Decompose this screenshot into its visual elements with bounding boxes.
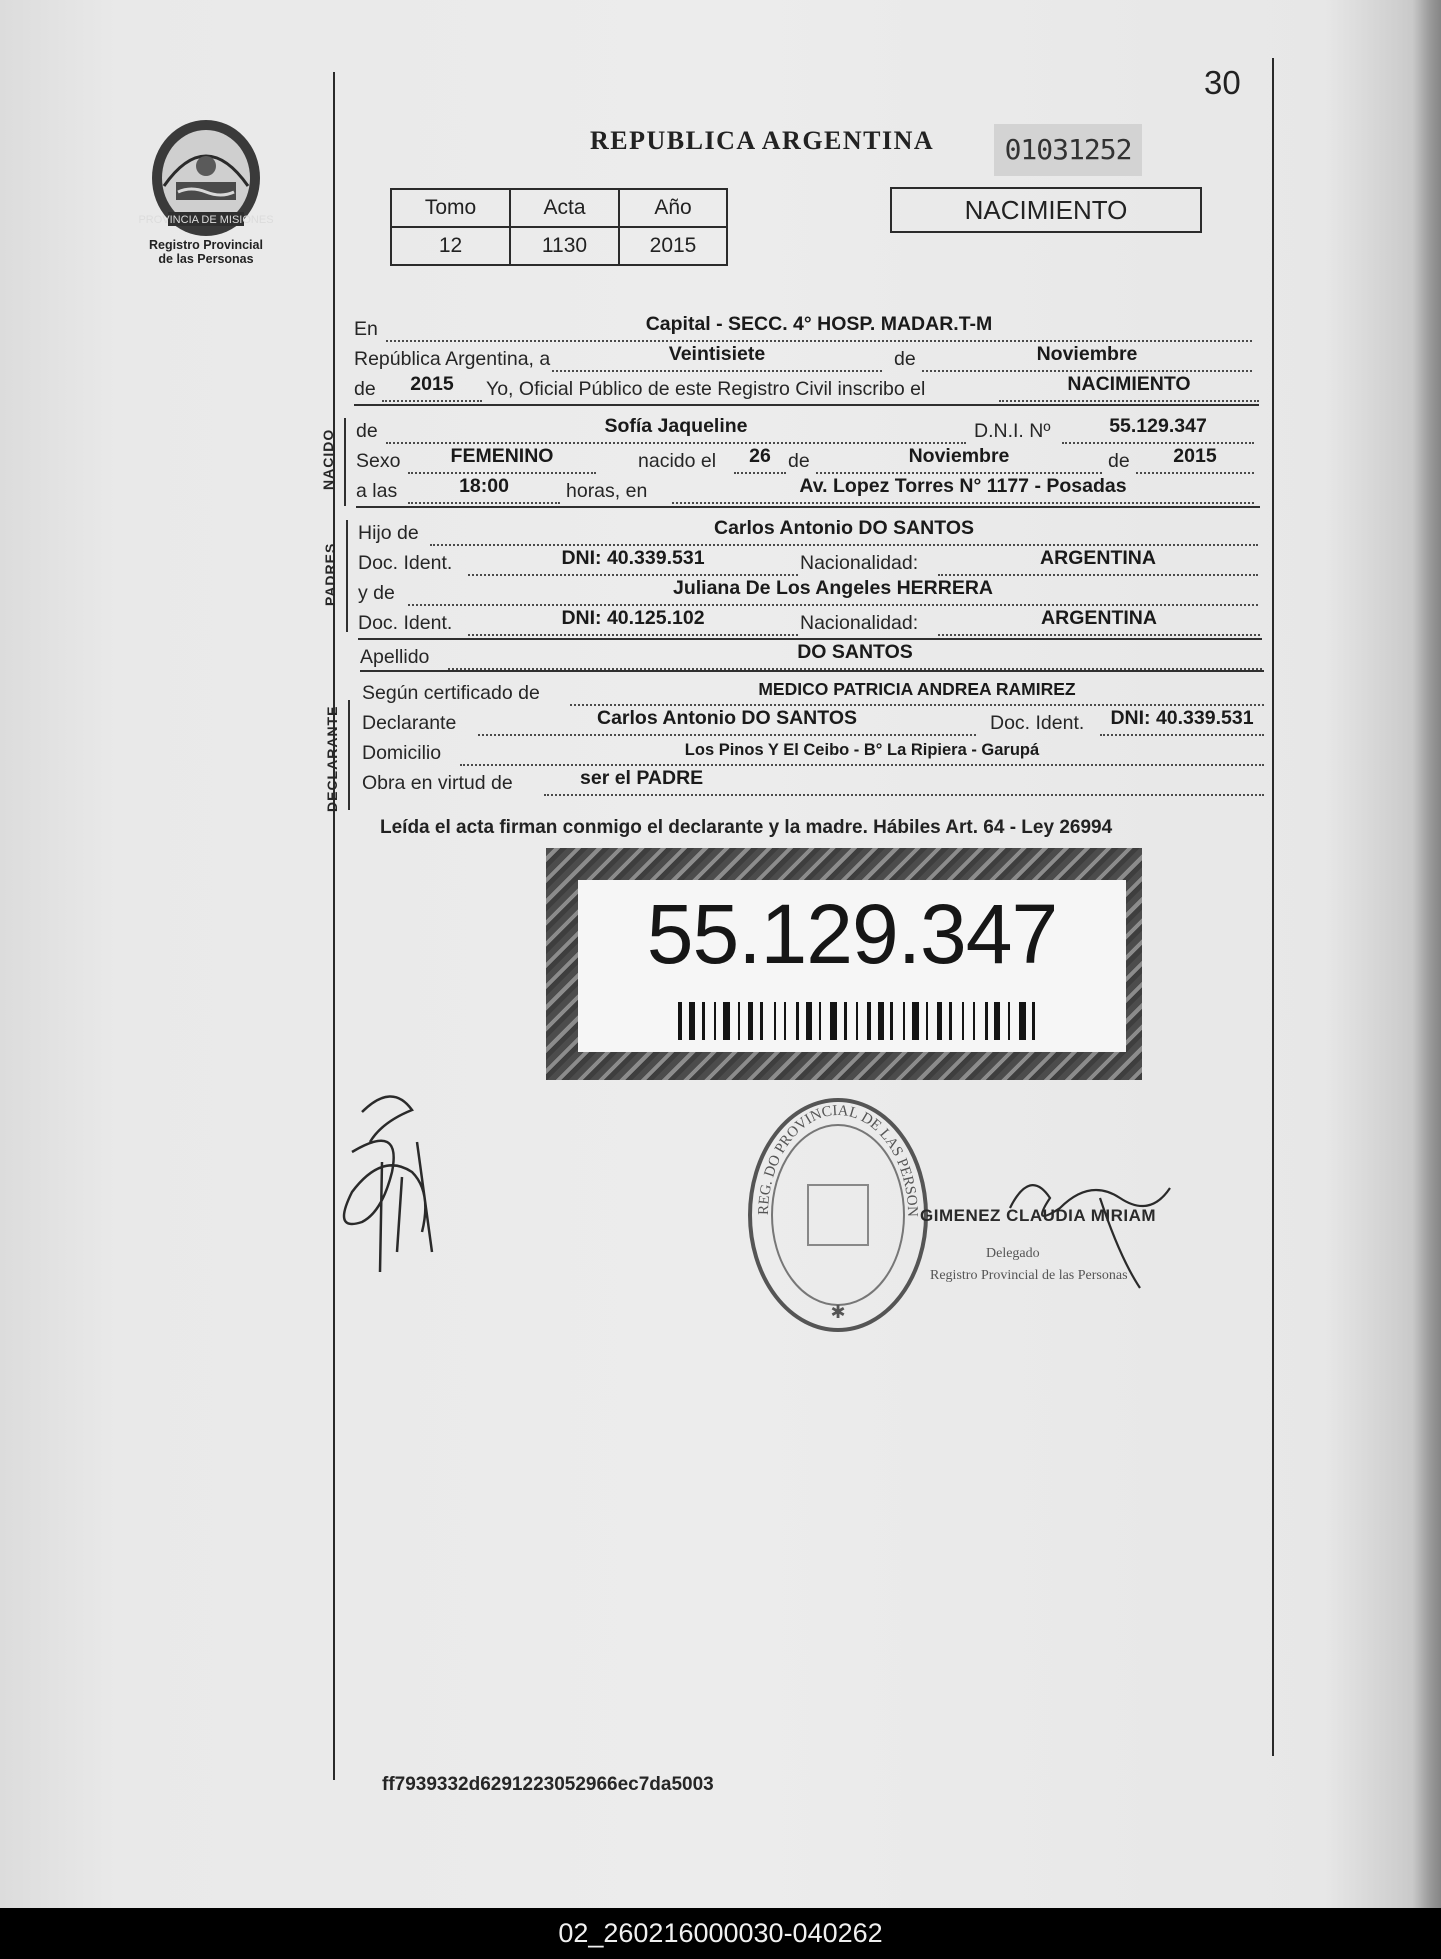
country-title: REPUBLICA ARGENTINA (590, 126, 935, 155)
logo-caption-line2: de las Personas (158, 252, 254, 266)
barcode-bar (702, 1002, 705, 1040)
barcode-bar (994, 1002, 1000, 1040)
seal-stamp-icon (738, 1090, 938, 1340)
right-margin-line (1272, 58, 1274, 1756)
de-month-label: de (788, 450, 810, 472)
officer-office: Registro Provincial de las Personas (930, 1268, 1128, 1283)
barcode-bar (937, 1002, 942, 1040)
address-value: Los Pinos Y El Ceibo - B° La Ripiera - Garupá (684, 741, 1040, 759)
reason-field (544, 764, 1264, 796)
svg-text:PROVINCIA DE MISIONES: PROVINCIA DE MISIONES (138, 214, 274, 226)
barcode-bar (962, 1002, 964, 1040)
barcode-bar (714, 1002, 716, 1040)
birth-time-value: 18:00 (459, 475, 509, 497)
barcode-bar (819, 1002, 821, 1040)
day-words-value: Veintisiete (668, 343, 766, 365)
barcode-bar (844, 1002, 847, 1040)
father-name-field (430, 514, 1258, 546)
document-hash: ff7939332d6291223052966ec7da5003 (382, 1774, 714, 1795)
dni-field (1062, 412, 1254, 444)
yde-label: y de (358, 582, 395, 604)
father-nationality-value: ARGENTINA (1040, 547, 1156, 569)
nacido-bar (344, 418, 346, 506)
officer-name: GIMENEZ CLAUDIA MIRIAM (920, 1206, 1157, 1225)
tomo-header: Tomo (391, 189, 510, 227)
officer-text: Yo, Oficial Público de este Registro Civil inscribo el (486, 378, 926, 400)
barcode-bar (760, 1002, 763, 1040)
surname-row (360, 640, 1262, 670)
barcode-bar (830, 1002, 837, 1040)
declarant-doc-label: Doc. Ident. (990, 712, 1085, 734)
page-number: 30 (1204, 64, 1241, 101)
birth-month-field (816, 442, 1102, 474)
birth-year-value: 2015 (1173, 445, 1217, 467)
anio-value: 2015 (619, 227, 727, 265)
alas-label: a las (356, 480, 398, 502)
place-row (354, 312, 1254, 342)
reason-value: ser el PADRE (580, 767, 704, 789)
logo-caption-line1: Registro Provincial (149, 238, 263, 252)
father-doc-value: DNI: 40.339.531 (561, 547, 705, 569)
mother-nationality-label: Nacionalidad: (800, 612, 919, 634)
svg-text:REG. DO PROVINCIAL DE LAS PERS: REG. DO PROVINCIAL DE LAS PERSON (755, 1102, 921, 1218)
nacido-section-label: NACIDO (320, 428, 336, 490)
mother-row (358, 576, 1258, 606)
declarante-section-label: DECLARANTE (324, 705, 340, 812)
child-name-value: Sofía Jaqueline (604, 415, 748, 437)
year-value: 2015 (410, 373, 454, 395)
time-row (356, 474, 1256, 504)
document-type-box: NACIMIENTO (890, 187, 1202, 233)
barcode-bar (1008, 1002, 1010, 1040)
de-name-label: de (356, 420, 378, 442)
year-row (354, 372, 1259, 402)
address-row (362, 736, 1266, 766)
padres-section-label: PADRES (322, 542, 338, 606)
place-value: Capital - SECC. 4° HOSP. MADAR.T-M (645, 313, 993, 335)
barcode-bar (912, 1002, 919, 1040)
certificate-row (362, 676, 1266, 706)
de-label: de (894, 348, 916, 370)
barcode (678, 1002, 1038, 1040)
scan-edge (1413, 0, 1441, 1908)
declarante-bar (348, 700, 350, 810)
father-nationality-label: Nacionalidad: (800, 552, 919, 574)
month-value: Noviembre (1036, 343, 1138, 365)
barcode-bar (973, 1002, 975, 1040)
barcode-bar (774, 1002, 776, 1040)
surname-value: DO SANTOS (797, 641, 913, 663)
barcode-bar (806, 1002, 812, 1040)
horas-label: horas, en (566, 480, 648, 502)
mother-name-field (408, 574, 1258, 606)
declarant-signature (322, 1082, 452, 1282)
reason-row (362, 766, 1266, 796)
father-doc-label: Doc. Ident. (358, 552, 453, 574)
declarant-doc-field (1100, 704, 1264, 736)
sex-value: FEMENINO (450, 445, 554, 467)
de2-label: de (354, 378, 376, 400)
mother-doc-field (468, 604, 798, 636)
mother-nationality-value: ARGENTINA (1041, 607, 1157, 629)
hijo-label: Hijo de (358, 522, 419, 544)
barcode-bar (784, 1002, 786, 1040)
serial-number: 01031252 (994, 124, 1142, 176)
barcode-bar (856, 1002, 858, 1040)
province-logo (138, 116, 274, 266)
barcode-bar (678, 1002, 682, 1040)
name-field (386, 412, 966, 444)
intro-separator (354, 404, 1259, 406)
surname-field (448, 638, 1262, 670)
birth-day-field (734, 442, 786, 474)
barcode-bar (949, 1002, 952, 1040)
acta-value: 1130 (510, 227, 619, 265)
father-row (358, 516, 1258, 546)
birth-year-field (1136, 442, 1254, 474)
certificate-field (570, 674, 1264, 706)
year-field (382, 370, 482, 402)
month-field (922, 340, 1252, 372)
en-label: En (354, 318, 378, 340)
barcode-bar (748, 1002, 753, 1040)
sex-field (408, 442, 596, 474)
declarant-name-value: Carlos Antonio DO SANTOS (596, 707, 857, 729)
mother-doc-label: Doc. Ident. (358, 612, 453, 634)
dni-sticker (546, 848, 1142, 1080)
birth-day-value: 26 (749, 445, 771, 467)
sex-row (356, 444, 1256, 474)
place-field (386, 310, 1252, 342)
barcode-bar (723, 1002, 730, 1040)
father-nationality-field (938, 544, 1258, 576)
birth-month-value: Noviembre (908, 445, 1010, 467)
barcode-bar (689, 1002, 695, 1040)
barcode-bar (796, 1002, 799, 1040)
date-row (354, 342, 1254, 372)
address-field (460, 734, 1264, 766)
declarant-name-field (478, 704, 976, 736)
padres-bar (346, 520, 348, 632)
registry-table (390, 188, 728, 266)
domicilio-label: Domicilio (362, 742, 442, 764)
republica-label: República Argentina, a (354, 348, 551, 370)
birth-place-field (672, 472, 1254, 504)
coat-of-arms-icon (138, 116, 274, 238)
official-seal (738, 1090, 938, 1345)
time-field (408, 472, 560, 504)
sticker-number: 55.129.347 (646, 887, 1058, 981)
day-field (552, 340, 882, 372)
anio-header: Año (619, 189, 727, 227)
mother-doc-row (358, 606, 1260, 636)
closing-note: Leída el acta firman conmigo el declarante y la madre. Hábiles Art. 64 - Ley 26994 (380, 817, 1113, 838)
declarant-doc-value: DNI: 40.339.531 (1110, 707, 1254, 729)
mother-doc-value: DNI: 40.125.102 (561, 607, 705, 629)
barcode-bar (878, 1002, 884, 1040)
barcode-bar (926, 1002, 928, 1040)
barcode-bar (890, 1002, 893, 1040)
dni-label: D.N.I. Nº (974, 420, 1051, 442)
officer-role: Delegado (986, 1246, 1040, 1261)
sexo-label: Sexo (356, 450, 401, 472)
barcode-bar (738, 1002, 740, 1040)
declarante-label: Declarante (362, 712, 457, 734)
barcode-bar (985, 1002, 988, 1040)
father-doc-field (468, 544, 798, 576)
barcode-bar (903, 1002, 905, 1040)
left-margin-line (333, 72, 335, 1780)
apellido-label: Apellido (360, 646, 430, 668)
father-name-value: Carlos Antonio DO SANTOS (713, 517, 974, 539)
nacido-el-label: nacido el (638, 450, 717, 472)
certificate-label: Según certificado de (362, 682, 540, 704)
obra-label: Obra en virtud de (362, 772, 513, 794)
mother-name-value: Juliana De Los Angeles HERRERA (672, 577, 994, 599)
certificate-value: MEDICO PATRICIA ANDREA RAMIREZ (758, 679, 1076, 699)
nacido-separator (356, 506, 1260, 508)
barcode-bar (1019, 1002, 1026, 1040)
svg-text:✱: ✱ (830, 1302, 846, 1322)
act-type-value: NACIMIENTO (1067, 373, 1191, 395)
de-year-label: de (1108, 450, 1130, 472)
acta-header: Acta (510, 189, 619, 227)
name-row (356, 414, 1256, 444)
barcode-bar (867, 1002, 871, 1040)
scan-footer-id: 02_260216000030-040262 (0, 1908, 1441, 1959)
father-doc-row (358, 546, 1258, 576)
mother-nationality-field (938, 604, 1260, 636)
tomo-value: 12 (391, 227, 510, 265)
barcode-bar (1032, 1002, 1035, 1040)
declarant-row (362, 706, 1266, 736)
apellido-separator (360, 670, 1264, 672)
sticker-label (578, 880, 1126, 1052)
birth-place-value: Av. Lopez Torres N° 1177 - Posadas (799, 475, 1127, 497)
child-dni-value: 55.129.347 (1109, 415, 1207, 437)
act-type-field (999, 370, 1259, 402)
